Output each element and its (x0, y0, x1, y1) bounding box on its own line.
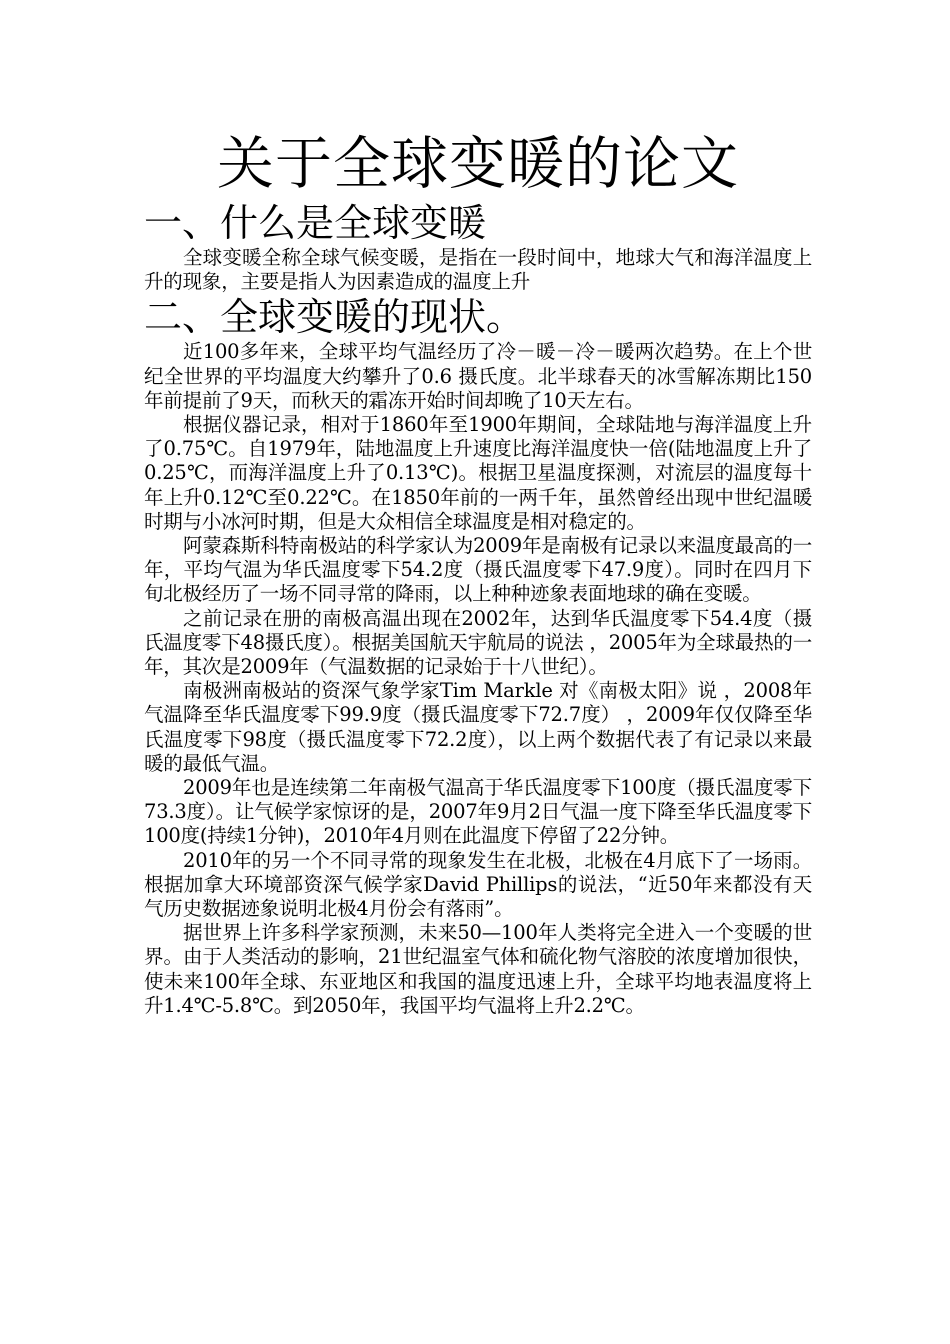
paragraph: 2010年的另一个不同寻常的现象发生在北极，北极在4月底下了一场雨。根据加拿大环境部资深气候学家David Phillips的说法，“近50年来都没有天气历史数据迹象说明北极4月份会有落雨”。 (144, 848, 812, 921)
paragraph: 据世界上许多科学家预测，未来50—100年人类将完全进入一个变暖的世界。由于人类活动的影响，21世纪温室气体和硫化物气溶胶的浓度增加很快，使未来100年全球、东亚地区和我国的温度迅速上升，全球平均地表温度将上升1.4℃-5.8℃。到2050年，我国平均气温将上升2.2℃。 (144, 921, 812, 1017)
document-page (144, 128, 812, 1018)
paragraph: 近100多年来，全球平均气温经历了冷－暖－冷－暖两次趋势。在上个世纪全世界的平均温度大约攀升了0.6 摄氏度。北半球春天的冰雪解冻期比150年前提前了9天，而秋天的霜冻开始时间却晚了10天左右。 (144, 340, 812, 412)
section-heading: 二、全球变暖的现状。 (144, 295, 525, 340)
paragraph: 南极洲南极站的资深气象学家Tim Markle 对《南极太阳》说 ，2008年气温降至华氏温度零下99.9度（摄氏温度零下72.7度） ，2009年仅仅降至华氏温度零下98度（摄氏温度零下72.2度），以上两个数据代表了有记录以来最暖的最低气温。 (144, 679, 812, 775)
paragraph: 阿蒙森斯科特南极站的科学家认为2009年是南极有记录以来温度最高的一年，平均气温为华氏温度零下54.2度（摄氏温度零下47.9度）。同时在四月下旬北极经历了一场不同寻常的降雨，以上种种迹象表面地球的确在变暖。 (144, 534, 812, 606)
section-what-is-global-warming (144, 200, 812, 294)
section-heading: 一、什么是全球变暖 (144, 201, 487, 245)
document-title: 关于全球变暖的论文 (217, 131, 739, 197)
paragraph: 之前记录在册的南极高温出现在2002年，达到华氏温度零下54.4度（摄氏温度零下48摄氏度）。根据美国航天宇航局的说法 ，2005年为全球最热的一年，其次是2009年（气温数据的记录始于十八世纪）。 (144, 606, 812, 679)
paragraph: 根据仪器记录，相对于1860年至1900年期间，全球陆地与海洋温度上升了0.75℃。自1979年，陆地温度上升速度比海洋温度快一倍(陆地温度上升了0.25℃，而海洋温度上升了0.13℃)。根据卫星温度探测，对流层的温度每十年上升0.12℃至0.22℃。在1850年前的一两千年，虽然曾经出现中世纪温暖时期与小冰河时期，但是大众相信全球温度是相对稳定的。 (144, 413, 812, 533)
paragraph: 全球变暖全称全球气候变暖，是指在一段时间中，地球大气和海洋温度上升的现象，主要是指人为因素造成的温度上升 (144, 246, 812, 294)
paragraph: 2009年也是连续第二年南极气温高于华氏温度零下100度（摄氏温度零下73.3度）。让气候学家惊讶的是，2007年9月2日气温一度下降至华氏温度零下100度(持续1分钟)，2010年4月则在此温度下停留了22分钟。 (144, 776, 812, 848)
section-current-status (144, 294, 812, 1018)
